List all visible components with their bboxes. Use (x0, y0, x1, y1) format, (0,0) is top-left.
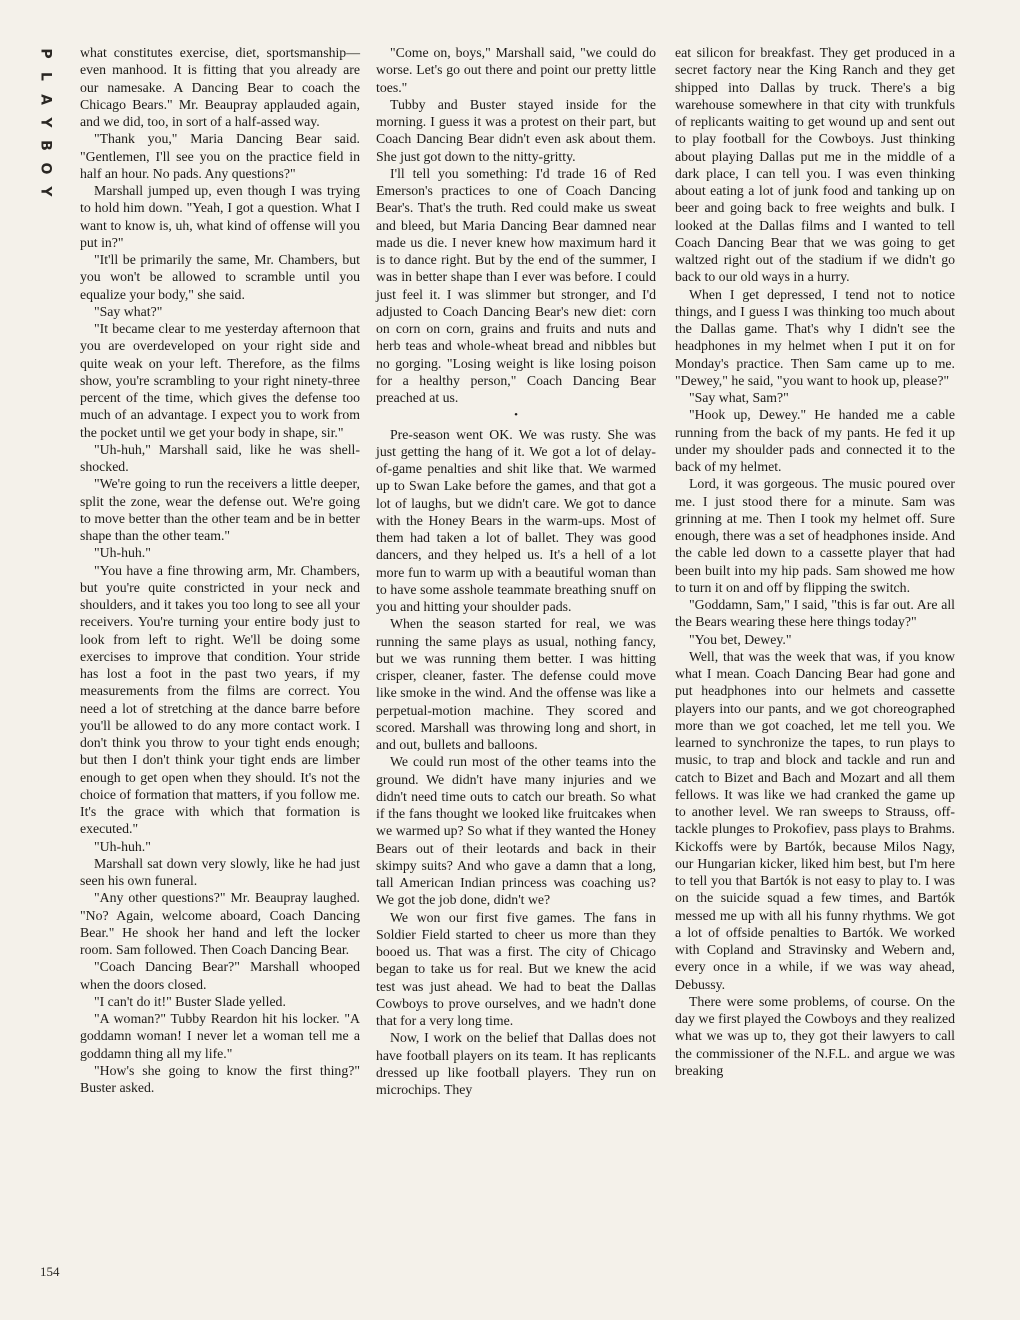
paragraph: I'll tell you something: I'd trade 16 of Red Emerson's practices to one of Coach Dancing Bear's. That's the truth. Red could make us sweat and bleed, but Maria Dancing Bear damned near made us die. I never knew how maximum hard it is to dance right. But by the end of the summer, I was in better shape than I ever was before. I could just feel it. I was slimmer but stronger, and I'd adjusted to Coach Dancing Bear's new diet: corn on corn on corn, grains and fruits and nuts and herb teas and whole-wheat bread and nibbles but no gorging. "Losing weight is like losing poison for a healthy person," Coach Dancing Bear preached at us. (376, 165, 656, 405)
paragraph: "It became clear to me yesterday afternoon that you are overdeveloped on your right side and quite weak on your left. Therefore, as the films show, you're scrambling to your right ninety-three percent of the time, which gives the defense too much of an advantage. I expect you to work from the pocket until we get your body in shape, sir." (80, 321, 360, 440)
text-column-2 (376, 44, 656, 1098)
paragraph: "Say what, Sam?" (689, 390, 789, 405)
paragraph: "How's she going to know the first thing?" Buster asked. (80, 1062, 360, 1095)
text-column-3 (675, 44, 955, 1079)
paragraph: "Uh-huh." (94, 545, 151, 561)
masthead-letter: A (37, 94, 54, 105)
paragraph: "It'll be primarily the same, Mr. Chambers, but you won't be allowed to scramble until you equalize your body," she said. (80, 252, 360, 302)
masthead-letter: B (37, 140, 54, 151)
page-number: 154 (40, 1264, 60, 1279)
paragraph: Pre-season went OK. We was rusty. She was just getting the hang of it. We got a lot of delay-of-game penalties and shit like that. We warmed up to Swan Lake before the games, and that got a lot of laughs, but we didn't care. We got to dance with the Honey Bears in the warm-ups. Most of them had taken a lot of ballet. They was good dancers, and they helped us. It's a hell of a lot more fun to warm up with a beautiful woman than to have some asshole teammate breathing snuff on you and hitting your shoulder pads. (376, 426, 656, 614)
masthead-letter: L (37, 72, 54, 81)
masthead-letter: Y (37, 117, 54, 128)
paragraph: Tubby and Buster stayed inside for the morning. I guess it was a protest on their part, but Coach Dancing Bear didn't even ask about them. She just got down to the nitty-gritty. (376, 96, 656, 164)
paragraph: what constitutes exercise, diet, sportsmanship—even manhood. It is fitting that you already are our namesake. A Dancing Bear to coach the Chicago Bears." Mr. Beaupray applauded again, and we did, too, in sort of a half-assed way. (80, 45, 360, 129)
paragraph: "You bet, Dewey." (689, 631, 792, 647)
paragraph: "Goddamn, Sam," I said, "this is far out. Are all the Bears wearing these here things today?" (675, 597, 955, 630)
paragraph: When the season started for real, we was running the same plays as usual, nothing fancy, but we was running them better. I was hitting crisper, cleaner, faster. The defense could move like smoke in the wind. And the offense was like a perpetual-motion machine. They scored and scored. Marshall was throwing long and short, in and out, bullets and balloons. (376, 616, 656, 752)
paragraph: Marshall jumped up, even though I was trying to hold him down. "Yeah, I got a question. What I want to know is, uh, what kind of offense will you put in?" (80, 183, 360, 250)
paragraph: Well, that was the week that was, if you know what I mean. Coach Dancing Bear had gone and put headphones into our helmets and cassette players into our pants, and we got choreographed more than we got coached, let me tell you. We learned to synchronize the tapes, to run plays to music, to trap and block and tackle and run and catch to Bizet and Bach and Mozart and all them fellows. It was like we had cranked the game up to another level. We ran sweeps to Strauss, off-tackle plunges to Prokofiev, pass plays to Brahms. Kickoffs were by Bartók, because Milos Nagy, our Hungarian kicker, liked him best, but I'm here to tell you that Bartók is not easy to play to. I was on the suicide squad a few times, and Bartók messed me up with all his funny rhythms. We got a lot of offside penalties to Bartók. We worked with Copland and Stravinsky and Webern and, every once in a while, if we was way ahead, Debussy. (675, 648, 955, 992)
paragraph: We won our first five games. The fans in Soldier Field started to cheer us more than they booed us. That was a first. The city of Chicago began to take us for real. But we knew the acid test was just ahead. We had to beat the Dallas Cowboys to prove ourselves, and we hadn't done that for a very long time. (376, 909, 656, 1028)
paragraph: "Come on, boys," Marshall said, "we could do worse. Let's go out there and point our pretty little toes." (376, 45, 656, 95)
paragraph: "Coach Dancing Bear?" Marshall whooped when the doors closed. (80, 959, 360, 992)
paragraph: "Any other questions?" Mr. Beaupray laughed. "No? Again, welcome aboard, Coach Dancing Bear." He shook her hand and left the locker room. Sam followed. Then Coach Dancing Bear. (80, 890, 360, 957)
paragraph: "We're going to run the receivers a little deeper, split the zone, wear the defense out. We're going to move better than the other team and be in better shape than the other team." (80, 476, 360, 543)
paragraph: When I get depressed, I tend not to notice things, and I guess I was thinking too much about the Dallas game. That's why I didn't see the headphones in my helmet when I put it on for Monday's practice. Then Sam came up to me. "Dewey," he said, "you want to hook up, please?" (675, 286, 955, 388)
paragraph: Marshall sat down very slowly, like he had just seen his own funeral. (80, 855, 360, 888)
paragraph: "You have a fine throwing arm, Mr. Chambers, but you're quite constricted in your neck and shoulders, and it takes you too long to see all your receivers. You're turning your entire body just to look from left to right. We'll be doing some exercises to improve that condition. Your stride has lost a foot in the past two years, if my measurements from the films are correct. You need a lot of stretching at the dance barre before you'll be allowed to do any more contact work. I don't think you throw to your tight ends enough; but then I don't think your tight ends are limber enough to get open when they should. It's not the choice of formation that matters, if you follow me. It's the grace with which that formation is executed." (80, 562, 360, 837)
paragraph: "I can't do it!" Buster Slade yelled. (94, 993, 286, 1009)
paragraph: "Hook up, Dewey." He handed me a cable running from the back of my pants. He fed it up under my shoulder pads and connected it to the back of my helmet. (675, 407, 955, 474)
masthead-letter: Y (37, 186, 54, 197)
paragraph: Lord, it was gorgeous. The music poured over me. I just stood there for a minute. Sam was grinning at me. Then I took my helmet off. Sure enough, there was a set of headphones inside. And the cable led down to a cassette player that had been built into my hip pads. Sam showed me how to turn it on and off by flipping the switch. (675, 476, 955, 595)
paragraph: "Uh-huh." (94, 838, 151, 854)
paragraph: "Thank you," Maria Dancing Bear said. "Gentlemen, I'll see you on the practice field in half an hour. No pads. Any questions?" (80, 131, 360, 181)
paragraph: Now, I work on the belief that Dallas does not have football players on its team. It has replicants dressed up like football players. They run on microchips. They (376, 1030, 656, 1097)
paragraph: We could run most of the other teams into the ground. We didn't have many injuries and we didn't need time outs to catch our breath. So what if the fans thought we looked like fruitcakes when we warmed up? So what if they wanted the Honey Bears out of their leotards and back in their skimpy suits? And who gave a damn that a long, tall American Indian princess was coaching us? We got the job done, didn't we? (376, 754, 656, 908)
masthead-letter: P (37, 48, 54, 59)
paragraph: eat silicon for breakfast. They get produced in a secret factory near the King Ranch and they get shipped into Dallas by truck. There's a big warehouse somewhere in that city with trunkfuls of replicants waiting to get wound up and sent out to play football for the Cowboys. Just thinking about playing Dallas put me in the middle of a dark place, I can tell you. I was even thinking about eating a lot of junk food and tanking up on beer and going back to free weights and bulk. I looked at the Dallas films and I wanted to tell Coach Dancing Bear that we was going to get waltzed right out of the stadium if we didn't go back to our old ways in a hurry. (675, 45, 955, 285)
paragraph: "Uh-huh," Marshall said, like he was shell-shocked. (80, 441, 360, 474)
masthead-letter: O (37, 162, 54, 175)
section-separator: • (514, 409, 518, 422)
paragraph: "A woman?" Tubby Reardon hit his locker. "A goddamn woman! I never let a woman tell me a goddamn thing all my life." (80, 1011, 360, 1061)
masthead (36, 42, 54, 203)
paragraph: There were some problems, of course. On the day we first played the Cowboys and they realized what we was up to, they got their lawyers to call the commissioner of the N.F.L. and argue we was breaking (675, 993, 955, 1078)
text-column-1 (80, 44, 360, 1096)
paragraph: "Say what?" (94, 303, 163, 319)
